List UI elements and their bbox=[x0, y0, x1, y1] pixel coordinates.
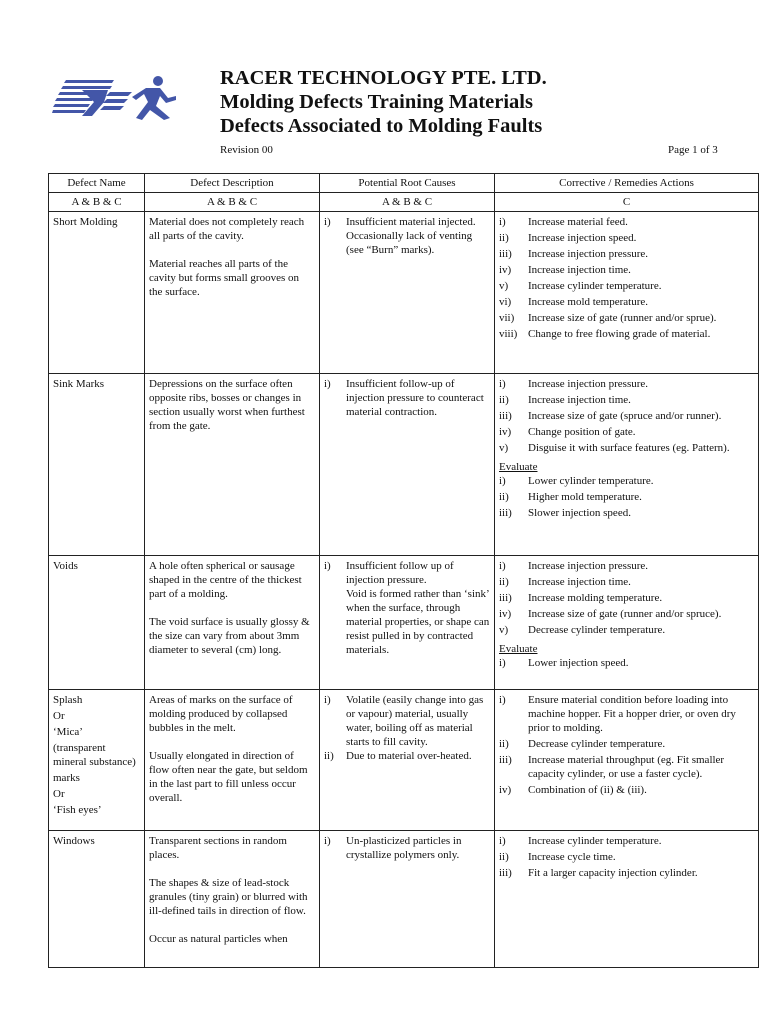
document-header bbox=[220, 66, 547, 138]
list-number: iii) bbox=[499, 754, 512, 766]
list-number: i) bbox=[499, 694, 506, 706]
list-text: Increase cylinder temperature. bbox=[528, 280, 662, 292]
root-causes-cell bbox=[320, 831, 495, 968]
column-header: Potential Root Causes bbox=[320, 174, 495, 193]
cause-item bbox=[324, 215, 490, 257]
description-paragraph: Material does not completely reach all parts of the cavity. bbox=[149, 216, 305, 242]
description-paragraph: Occur as natural particles when bbox=[149, 933, 288, 945]
defect-name-line: ‘Fish eyes’ bbox=[53, 804, 102, 816]
list-text: Increase injection pressure. bbox=[528, 560, 649, 572]
page-number: Page 1 of 3 bbox=[668, 144, 718, 156]
list-number: vi) bbox=[499, 296, 512, 308]
list-number: i) bbox=[324, 694, 331, 706]
cause-item bbox=[324, 834, 490, 862]
cause-item bbox=[324, 749, 490, 763]
list-text: Increase molding temperature. bbox=[528, 592, 663, 604]
corrective-actions-cell bbox=[495, 831, 759, 968]
list-number: ii) bbox=[499, 576, 509, 588]
list-text: Insufficient material injected. Occasionally lack of venting (see “Burn” marks). bbox=[346, 216, 476, 256]
table-row bbox=[49, 556, 759, 690]
action-item bbox=[499, 850, 754, 864]
root-causes-cell bbox=[320, 690, 495, 831]
list-number: i) bbox=[324, 216, 331, 228]
corrective-actions-cell bbox=[495, 212, 759, 374]
revision-label: Revision 00 bbox=[220, 144, 273, 156]
action-item bbox=[499, 623, 754, 637]
root-causes-cell bbox=[320, 556, 495, 690]
action-item bbox=[499, 834, 754, 848]
list-text: Increase size of gate (runner and/or sprue). bbox=[528, 312, 717, 324]
list-text: Increase cylinder temperature. bbox=[528, 835, 662, 847]
action-item bbox=[499, 409, 754, 423]
document-subtitle: Defects Associated to Molding Faults bbox=[220, 115, 543, 137]
action-item bbox=[499, 575, 754, 589]
list-text: Ensure material condition before loading into machine hopper. Fit a hopper drier, or oven dry prior to molding. bbox=[528, 694, 736, 734]
list-text: Disguise it with surface features (eg. Pattern). bbox=[528, 442, 730, 454]
list-number: ii) bbox=[499, 491, 509, 503]
list-number: i) bbox=[324, 378, 331, 390]
corrective-actions-cell bbox=[495, 374, 759, 556]
list-text: Change position of gate. bbox=[528, 426, 636, 438]
paragraph-gap bbox=[149, 243, 315, 257]
root-causes-cell bbox=[320, 212, 495, 374]
description-paragraph: Depressions on the surface often opposite ribs, bosses or changes in section usually worst when furthest from the gate. bbox=[149, 378, 305, 432]
action-item bbox=[499, 753, 754, 781]
defect-name-cell bbox=[49, 690, 145, 831]
action-item bbox=[499, 311, 754, 325]
action-item bbox=[499, 591, 754, 605]
list-text: Increase material throughput (eg. Fit smaller capacity cylinder, or use a faster cycle). bbox=[528, 754, 725, 780]
action-item bbox=[499, 425, 754, 439]
list-text: Insufficient follow-up of injection pressure to counteract material contraction. bbox=[346, 378, 484, 418]
action-item bbox=[499, 279, 754, 293]
paragraph-gap bbox=[149, 601, 315, 615]
column-subheader: C bbox=[495, 193, 759, 212]
description-paragraph: Areas of marks on the surface of molding produced by collapsed bubbles in the melt. bbox=[149, 694, 293, 734]
table-header-row bbox=[49, 174, 759, 193]
list-text: Increase injection time. bbox=[528, 394, 631, 406]
list-text: Decrease cylinder temperature. bbox=[528, 624, 666, 636]
corrective-actions-cell bbox=[495, 690, 759, 831]
list-number: iii) bbox=[499, 248, 512, 260]
list-number: iii) bbox=[499, 410, 512, 422]
description-paragraph: A hole often spherical or sausage shaped in the centre of the thickest part of a molding. bbox=[149, 560, 302, 600]
list-number: i) bbox=[499, 835, 506, 847]
list-number: ii) bbox=[499, 738, 509, 750]
defect-name-line: Or bbox=[53, 710, 65, 722]
defect-description-cell bbox=[145, 831, 320, 968]
cause-item bbox=[324, 559, 490, 587]
list-text: Decrease cylinder temperature. bbox=[528, 738, 666, 750]
list-text: Change to free flowing grade of material. bbox=[528, 328, 711, 340]
list-number: ii) bbox=[499, 851, 509, 863]
defect-name-line: Voids bbox=[53, 560, 78, 572]
defects-table bbox=[48, 173, 759, 968]
evaluate-item bbox=[499, 490, 754, 504]
list-text: Fit a larger capacity injection cylinder. bbox=[528, 867, 698, 879]
table-row bbox=[49, 831, 759, 968]
list-text: Insufficient follow up of injection pressure. bbox=[346, 560, 454, 586]
company-name: RACER TECHNOLOGY PTE. LTD. bbox=[220, 67, 547, 89]
defect-name-line: marks bbox=[53, 772, 80, 784]
description-paragraph: Transparent sections in random places. bbox=[149, 835, 287, 861]
paragraph-gap bbox=[149, 862, 315, 876]
action-item bbox=[499, 693, 754, 735]
list-number: i) bbox=[324, 835, 331, 847]
action-item bbox=[499, 295, 754, 309]
action-item bbox=[499, 247, 754, 261]
paragraph-gap bbox=[149, 735, 315, 749]
list-number: i) bbox=[499, 475, 506, 487]
defect-name-line: Splash bbox=[53, 694, 83, 706]
list-text: Slower injection speed. bbox=[528, 507, 631, 519]
evaluate-item bbox=[499, 474, 754, 488]
column-header: Corrective / Remedies Actions bbox=[495, 174, 759, 193]
column-subheader: A & B & C bbox=[145, 193, 320, 212]
description-paragraph: The shapes & size of lead-stock granules (tiny grain) or blurred with ill-defined tails in direction of flow. bbox=[149, 877, 308, 917]
list-text: Increase material feed. bbox=[528, 216, 628, 228]
defect-description-cell bbox=[145, 212, 320, 374]
list-number: i) bbox=[499, 378, 506, 390]
column-subheader: A & B & C bbox=[49, 193, 145, 212]
action-item bbox=[499, 393, 754, 407]
list-number: ii) bbox=[324, 750, 334, 762]
list-number: iv) bbox=[499, 426, 512, 438]
evaluate-item bbox=[499, 506, 754, 520]
defect-description-cell bbox=[145, 690, 320, 831]
list-text: Increase mold temperature. bbox=[528, 296, 649, 308]
root-causes-cell bbox=[320, 374, 495, 556]
paragraph-gap bbox=[149, 918, 315, 932]
list-number: vii) bbox=[499, 312, 515, 324]
list-text: Un-plasticized particles in crystallize polymers only. bbox=[346, 835, 462, 861]
table-row bbox=[49, 212, 759, 374]
evaluate-item bbox=[499, 656, 754, 670]
list-number: ii) bbox=[499, 394, 509, 406]
description-paragraph: Usually elongated in direction of flow often near the gate, but seldom in the last part to fill unless occur overall. bbox=[149, 750, 308, 804]
action-item bbox=[499, 263, 754, 277]
list-number: iii) bbox=[499, 867, 512, 879]
list-text: Increase injection time. bbox=[528, 264, 631, 276]
list-text: Increase injection pressure. bbox=[528, 378, 649, 390]
defect-description-cell bbox=[145, 374, 320, 556]
list-text: Increase size of gate (runner and/or spruce). bbox=[528, 608, 722, 620]
list-number: i) bbox=[324, 560, 331, 572]
action-item bbox=[499, 559, 754, 573]
corrective-actions-cell bbox=[495, 556, 759, 690]
action-item bbox=[499, 783, 754, 797]
action-item bbox=[499, 231, 754, 245]
list-number: iv) bbox=[499, 784, 512, 796]
action-item bbox=[499, 215, 754, 229]
list-number: v) bbox=[499, 442, 509, 454]
racer-technology-logo bbox=[52, 72, 182, 122]
list-text: Increase cycle time. bbox=[528, 851, 616, 863]
action-item bbox=[499, 866, 754, 880]
defect-description-cell bbox=[145, 556, 320, 690]
cause-continuation: Void is formed rather than ‘sink’ when the surface, through material properties, or shape can resist pulled in by contracted materials. bbox=[346, 588, 490, 656]
description-paragraph: Material reaches all parts of the cavity but forms small grooves on the surface. bbox=[149, 258, 300, 298]
list-number: ii) bbox=[499, 232, 509, 244]
defect-name-cell bbox=[49, 556, 145, 690]
defect-name-line: Or bbox=[53, 788, 65, 800]
evaluate-label: Evaluate bbox=[499, 643, 538, 655]
list-text: Increase size of gate (spruce and/or runner). bbox=[528, 410, 722, 422]
list-text: Increase injection speed. bbox=[528, 232, 637, 244]
cause-item bbox=[324, 693, 490, 749]
action-item bbox=[499, 441, 754, 455]
list-text: Volatile (easily change into gas or vapour) material, usually water, boiling off as material starts to fill cavity. bbox=[346, 694, 484, 748]
list-number: iv) bbox=[499, 264, 512, 276]
list-text: Due to material over-heated. bbox=[346, 750, 472, 762]
defect-name-line: Sink Marks bbox=[53, 378, 105, 390]
evaluate-label: Evaluate bbox=[499, 461, 538, 473]
column-header: Defect Description bbox=[145, 174, 320, 193]
table-row bbox=[49, 690, 759, 831]
list-text: Higher mold temperature. bbox=[528, 491, 642, 503]
list-number: iv) bbox=[499, 608, 512, 620]
description-paragraph: The void surface is usually glossy & the size can vary from about 3mm diameter to several (cm) long. bbox=[149, 616, 310, 656]
list-number: i) bbox=[499, 657, 506, 669]
list-number: viii) bbox=[499, 328, 518, 340]
defect-name-line: (transparent mineral substance) bbox=[53, 742, 136, 768]
defect-name-cell bbox=[49, 374, 145, 556]
action-item bbox=[499, 737, 754, 751]
defect-name-cell bbox=[49, 212, 145, 374]
defect-name-line: ‘Mica’ bbox=[53, 726, 83, 738]
list-number: i) bbox=[499, 560, 506, 572]
cause-item bbox=[324, 377, 490, 419]
list-number: iii) bbox=[499, 592, 512, 604]
column-subheader: A & B & C bbox=[320, 193, 495, 212]
list-text: Lower injection speed. bbox=[528, 657, 629, 669]
list-number: v) bbox=[499, 624, 509, 636]
defect-name-line: Windows bbox=[53, 835, 95, 847]
document-title: Molding Defects Training Materials bbox=[220, 91, 533, 113]
list-text: Lower cylinder temperature. bbox=[528, 475, 654, 487]
action-item bbox=[499, 327, 754, 341]
list-text: Increase injection pressure. bbox=[528, 248, 649, 260]
defect-name-line: Short Molding bbox=[53, 216, 118, 228]
action-item bbox=[499, 607, 754, 621]
list-number: iii) bbox=[499, 507, 512, 519]
list-number: v) bbox=[499, 280, 509, 292]
column-header: Defect Name bbox=[49, 174, 145, 193]
list-number: i) bbox=[499, 216, 506, 228]
table-subheader-row bbox=[49, 193, 759, 212]
list-text: Combination of (ii) & (iii). bbox=[528, 784, 647, 796]
defect-name-cell bbox=[49, 831, 145, 968]
list-text: Increase injection time. bbox=[528, 576, 631, 588]
table-row bbox=[49, 374, 759, 556]
action-item bbox=[499, 377, 754, 391]
